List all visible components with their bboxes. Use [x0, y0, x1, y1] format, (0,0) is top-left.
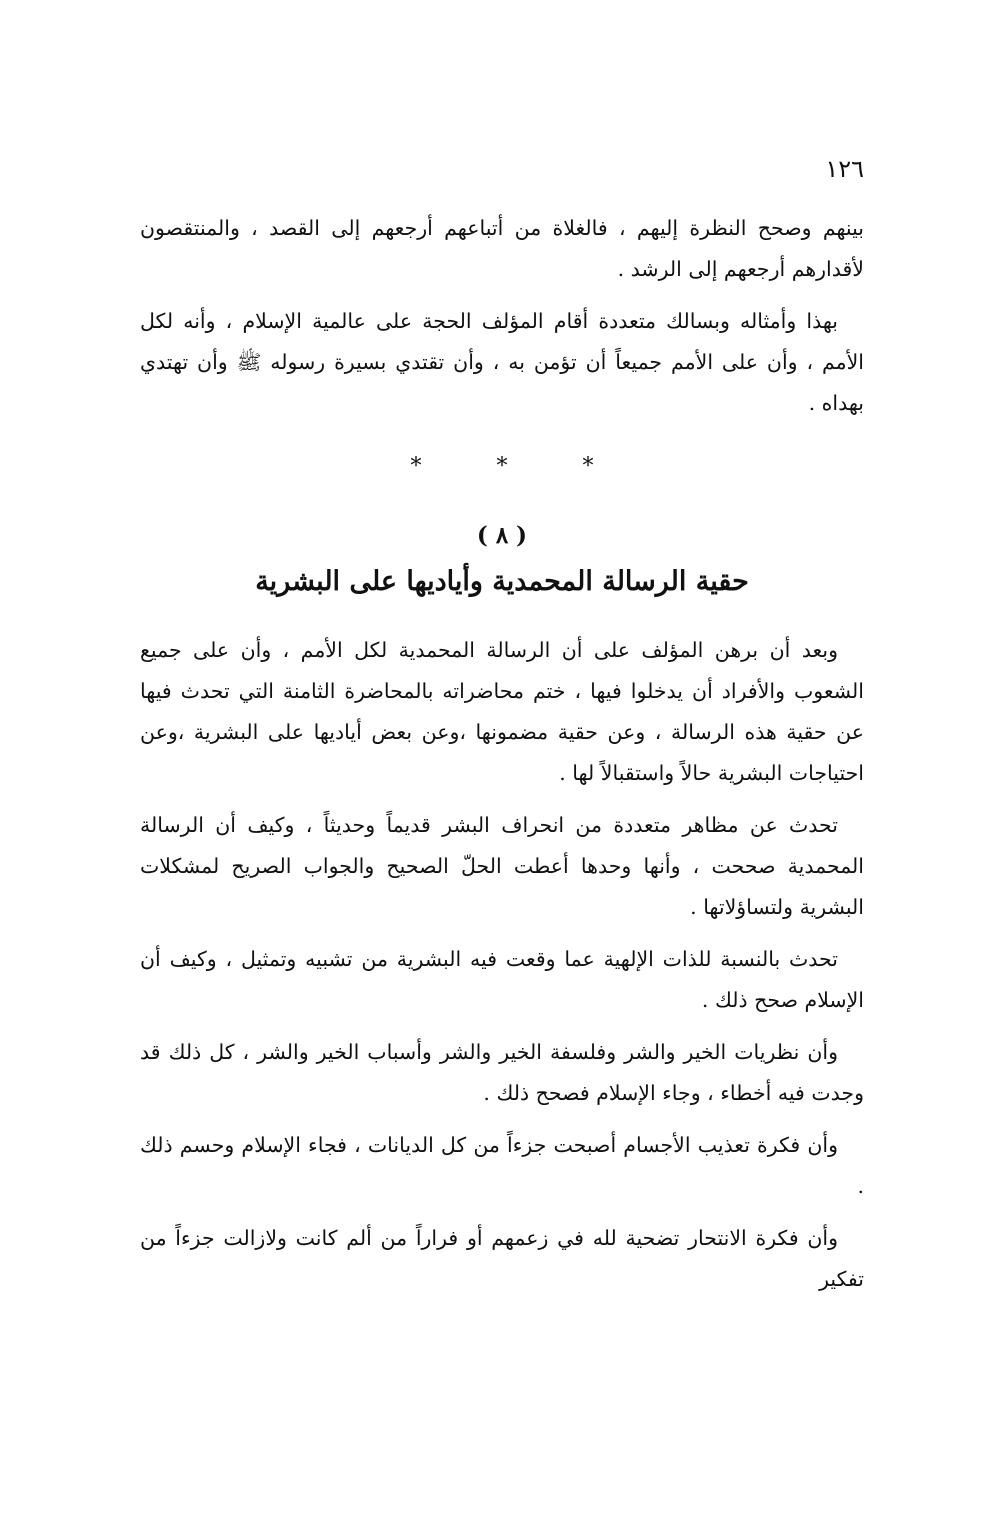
paragraph: وأن فكرة الانتحار تضحية لله في زعمهم أو فراراً من ألم كانت ولازالت جزءاً من تفكير — [140, 1226, 864, 1291]
section-number: ( ٨ ) — [476, 522, 528, 549]
paragraph: وبعد أن برهن المؤلف على أن الرسالة المحمدية لكل الأمم ، وأن على جميع الشعوب والأفراد أن يدخلوا فيها ، ختم محاضراته بالمحاضرة الثامنة التي تحدث فيها عن حقية هذه الرسالة ، وعن حقية مضمونها ،وعن بعض أياديها على البشرية ،وعن احتياجات البشرية حالاً واستقبالاً لها . — [140, 638, 864, 785]
section-separator: * * * — [410, 454, 628, 479]
page-number: ١٢٦ — [825, 155, 864, 183]
paragraph: تحدث عن مظاهر متعددة من انحراف البشر قديماً وحديثاً ، وكيف أن الرسالة المحمدية صححت ، وأنها وحدها أعطت الحلّ الصحيح والجواب الصريح لمشكلات البشرية ولتساؤلاتها . — [140, 813, 864, 919]
paragraph-continuation: بينهم وصحح النظرة إليهم ، فالغلاة من أتباعهم أرجعهم إلى القصد ، والمنتقصون لأقدارهم أرجعهم إلى الرشد . — [140, 216, 864, 281]
paragraph: بهذا وأمثاله وبسالك متعددة أقام المؤلف الحجة على عالمية الإسلام ، وأنه لكل الأمم ، وأن على الأمم جميعاً أن تؤمن به ، وأن تقتدي بسيرة رسوله ﷺ وأن تهتدي بهداه . — [140, 309, 864, 415]
paragraph: تحدث بالنسبة للذات الإلهية عما وقعت فيه البشرية من تشبيه وتمثيل ، وكيف أن الإسلام صحح ذلك . — [140, 947, 864, 1012]
page-body — [140, 208, 864, 1311]
paragraph: وأن فكرة تعذيب الأجسام أصبحت جزءاً من كل الديانات ، فجاء الإسلام وحسم ذلك . — [140, 1133, 864, 1198]
paragraph: وأن نظريات الخير والشر وفلسفة الخير والشر وأسباب الخير والشر ، كل ذلك قد وجدت فيه أخطاء ، وجاء الإسلام فصحح ذلك . — [140, 1040, 864, 1105]
section-title: حقية الرسالة المحمدية وأياديها على البشرية — [255, 566, 749, 597]
